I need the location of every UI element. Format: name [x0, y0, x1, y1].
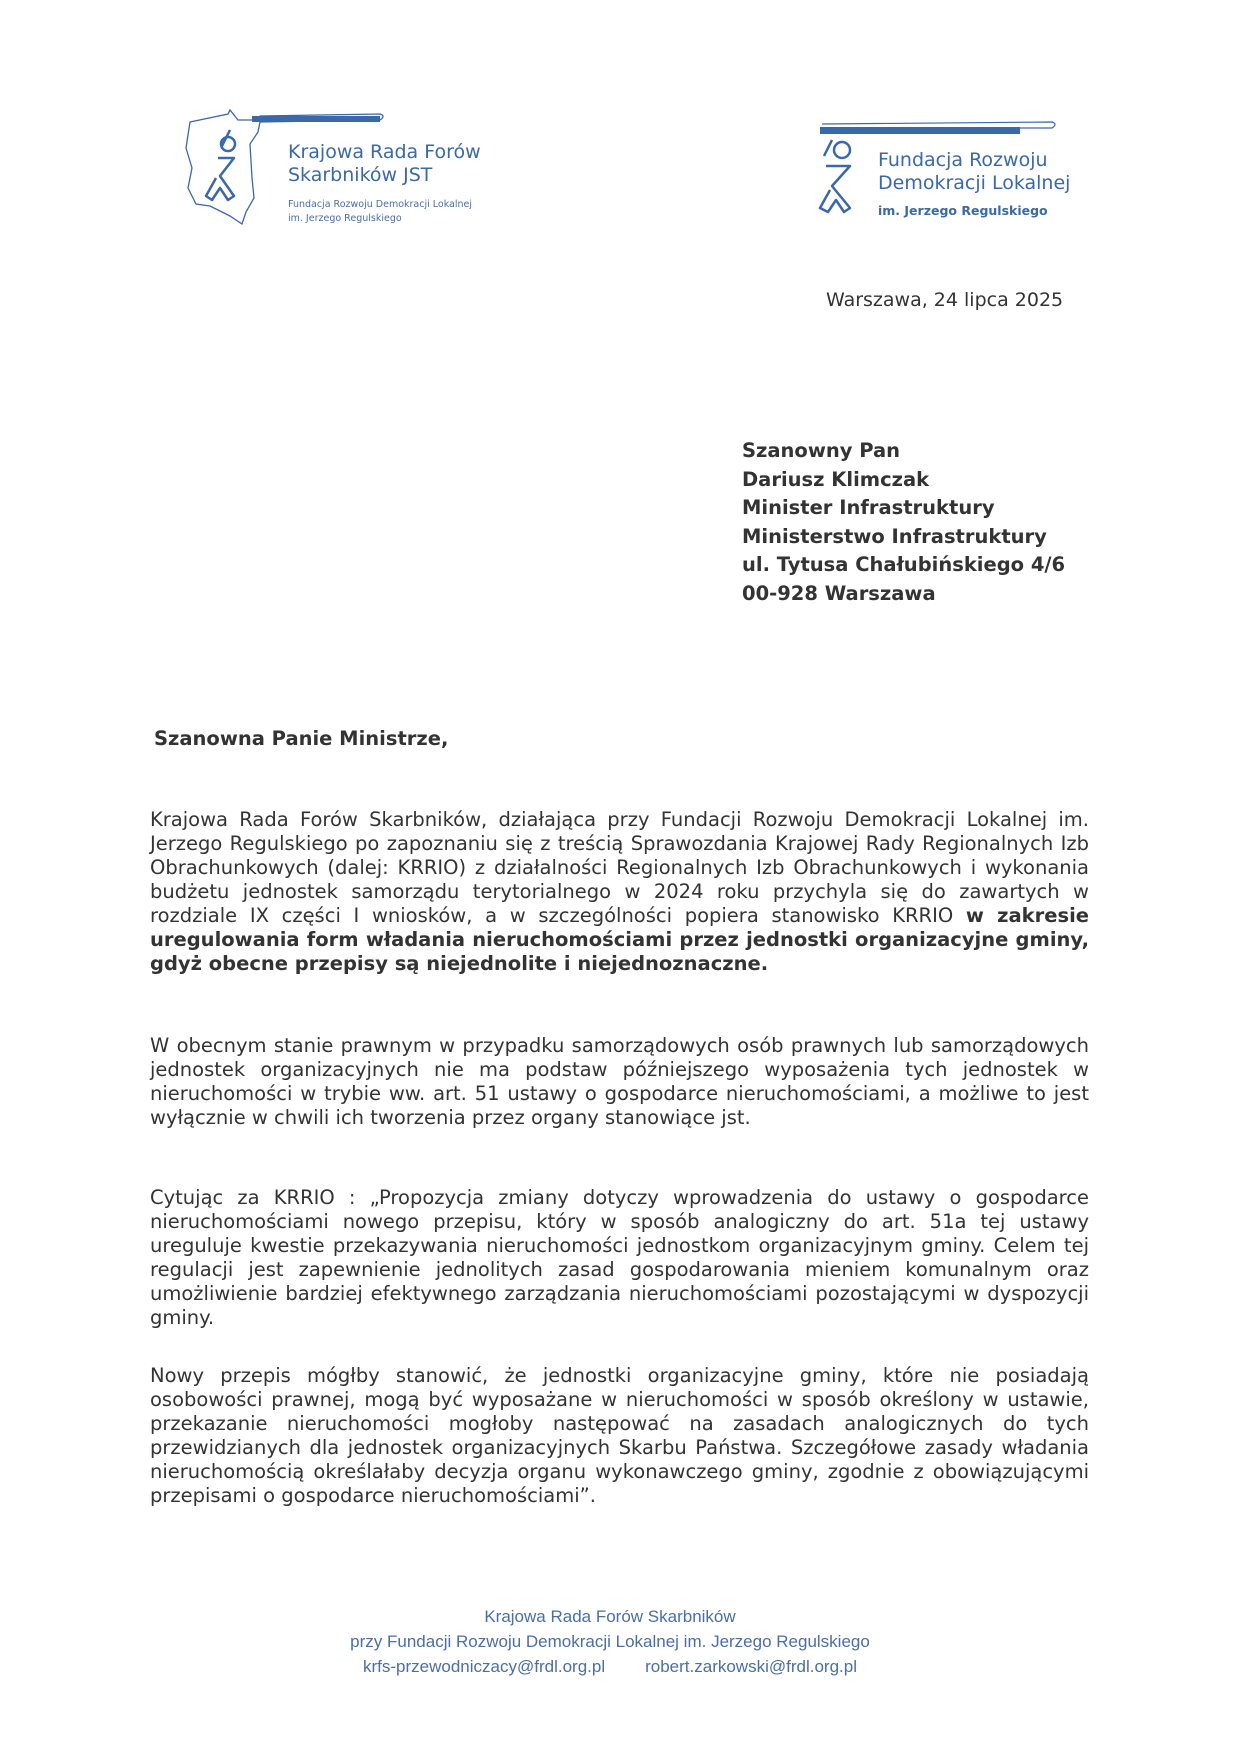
body-paragraph-1 [150, 808, 1089, 976]
place-date: Warszawa, 24 lipca 2025 [826, 289, 1064, 311]
logo-title-line: Fundacja Rozwoju [878, 149, 1048, 171]
krfs-logo-title [288, 141, 481, 187]
recipient-line: Szanowny Pan [742, 439, 901, 462]
logo-title-line: Krajowa Rada Forów [288, 141, 481, 163]
footer-email-contact[interactable]: robert.zarkowski@frdl.org.pl [645, 1657, 857, 1676]
recipient-line: ul. Tytusa Chałubińskiego 4/6 [742, 553, 1066, 576]
paragraph-text: Krajowa Rada Forów Skarbników, działająca przy Fundacji Rozwoju Demokracji Lokalnej im. Jerzego Regulskiego po zapoznaniu się z treścią Sprawozdania Krajowej Rady Regionalnych Izb Obrachunkowych (dalej: KRRIO) z działalności Regionalnych Izb Obrachunkowych i wykonania budżetu jednostek samorządu terytorialnego w 2024 roku przychyla się do zawartych w rozdziale IX części I wniosków, a w szczególności popiera stanowisko KRRIO [150, 808, 1089, 927]
footer-email-chair[interactable]: krfs-przewodniczacy@frdl.org.pl [363, 1657, 606, 1676]
frdl-logo-title [878, 149, 1070, 195]
recipient-line: Ministerstwo Infrastruktury [742, 524, 1047, 548]
body-paragraph-3: Cytując za KRRIO : „Propozycja zmiany dotyczy wprowadzenia do ustawy o gospodarce nieruchomościami nowego przepisu, który w sposób analogiczny do art. 51a tej ustawy ureguluje kwestie przekazywania nieruchomości jednostkom organizacyjnym gminy. Celem tej regulacji jest zapewnienie jednolitych zasad gospodarowania mieniem komunalnym oraz umożliwienie bardziej efektywnego zarządzania nieruchomościami pozostającymi w dyspozycji gminy. [150, 1186, 1089, 1329]
paragraph-emphasis: w zakresie uregulowania form władania nieruchomościami przez jednostki organizacyjne gminy, gdyż obecne przepisy są niejednolite i niejednoznaczne. [150, 904, 1089, 975]
recipient-line: Dariusz Klimczak [742, 467, 930, 491]
salutation: Szanowna Panie Ministrze, [154, 727, 449, 750]
logo-title-line: Demokracji Lokalnej [878, 172, 1071, 194]
recipient-line: Minister Infrastruktury [742, 496, 995, 519]
frdl-logo-subtitle: im. Jerzego Regulskiego [878, 203, 1048, 218]
body-paragraph-4: Nowy przepis mógłby stanowić, że jednostki organizacyjne gminy, które nie posiadają osobowości prawnej, mogą być wyposażane w nieruchomości w sposób określony w ustawie, przekazanie nieruchomości mogłoby następować na zasadach analogicznych do tych przewidzianych dla jednostek organizacyjnych Skarbu Państwa. Szczegółowe zasady władania nieruchomością określałaby decyzja organu wykonawczego gminy, zgodnie z obowiązującymi przepisami o gospodarce nieruchomościami”. [150, 1364, 1089, 1507]
logo-subtitle-line: Fundacja Rozwoju Demokracji Lokalnej [288, 199, 472, 210]
footer-org-affiliation: przy Fundacji Rozwoju Demokracji Lokalnej im. Jerzego Regulskiego [350, 1632, 870, 1651]
footer [300, 1604, 920, 1679]
logo-title-line: Skarbników JST [288, 164, 433, 186]
krfs-logo-subtitle [288, 198, 472, 226]
footer-org-name: Krajowa Rada Forów Skarbników [484, 1607, 736, 1626]
logo-subtitle-line: im. Jerzego Regulskiego [288, 213, 402, 224]
recipient-address [742, 437, 1065, 608]
recipient-line: 00-928 Warszawa [742, 581, 936, 605]
footer-emails [300, 1654, 920, 1679]
body-paragraph-2: W obecnym stanie prawnym w przypadku samorządowych osób prawnych lub samorządowych jednostek organizacyjnych nie ma podstaw późniejszego wyposażenia tych jednostek w nieruchomości w trybie ww. art. 51 ustawy o gospodarce nieruchomościami, a możliwe to jest wyłącznie w chwili ich tworzenia przez organy stanowiące jst. [150, 1034, 1089, 1129]
